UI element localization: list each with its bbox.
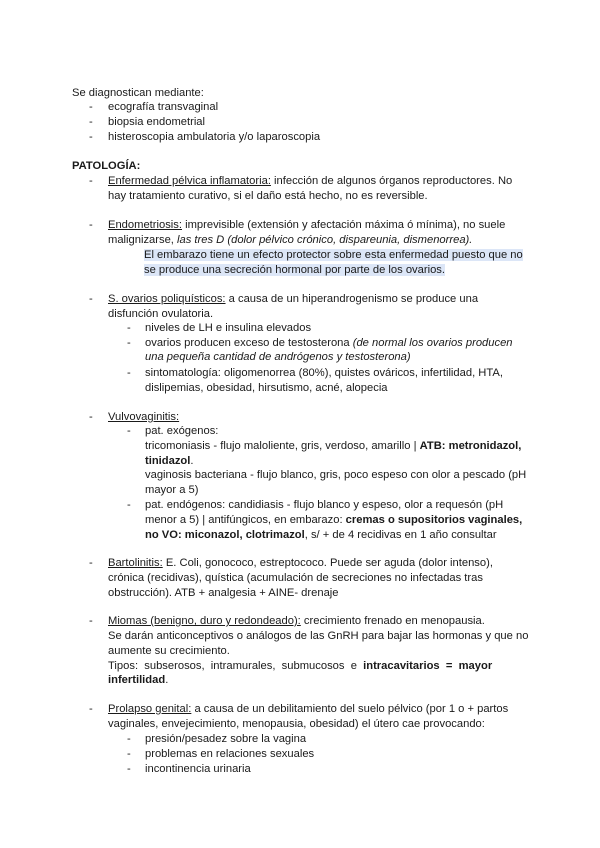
endo-highlight-1: [144, 248, 523, 262]
vulvo-bold: ATB: metronidazol,: [419, 440, 522, 452]
prol-title: Prolapso genital:: [108, 703, 192, 715]
highlighted-text: El embarazo tiene un efecto protector sobre esta enfermedad puesto que no: [144, 249, 523, 261]
sop-sub-3b: dislipemias, obesidad, hirsutismo, acné, alopecia: [145, 382, 388, 394]
epi-title: Enfermedad pélvica inflamatoria:: [108, 175, 271, 187]
sop-sub-2b: una pequeña cantidad de andrógenos y testosterona): [145, 351, 411, 363]
vulvo-trico-1: [145, 439, 521, 453]
mio-line-3: aumente su crecimiento.: [108, 645, 230, 657]
dash-bullet: -: [89, 293, 93, 305]
dash-bullet: -: [89, 101, 93, 113]
sop-sub-2: [145, 336, 513, 350]
vulvo-bold: no VO: miconazol, clotrimazol: [145, 529, 305, 541]
bart-line-3: obstrucción). ATB + analgesia + AINE- drenaje: [108, 587, 339, 599]
vulvo-bold: tinidazol: [145, 455, 191, 467]
sop-sub-3: sintomatología: oligomenorrea (80%), quistes ováricos, infertilidad, HTA,: [145, 367, 503, 379]
dash-bullet: -: [127, 733, 131, 745]
diagnosis-item: biopsia endometrial: [108, 116, 206, 128]
vulvo-text: .: [190, 455, 194, 467]
section-heading: PATOLOGÍA:: [72, 160, 141, 172]
endo-text: malignizarse,: [108, 234, 178, 246]
mio-bold: infertilidad: [108, 674, 166, 686]
sop-text: a causa de un hiperandrogenismo se produce una: [225, 293, 479, 305]
diagnosis-intro: Se diagnostican mediante:: [72, 87, 204, 99]
mio-line-2: Se darán anticonceptivos o análogos de las GnRH para bajar las hormonas y que no: [108, 630, 529, 642]
vulvo-bold: cremas o supositorios vaginales,: [345, 514, 523, 526]
dash-bullet: -: [89, 615, 93, 627]
dash-bullet: -: [89, 175, 93, 187]
vulvo-trico-2: [145, 454, 193, 468]
mio-title: Miomas (benigno, duro y redondeado):: [108, 615, 301, 627]
prol-item: problemas en relaciones sexuales: [145, 748, 315, 760]
dash-bullet: -: [127, 748, 131, 760]
dash-bullet: -: [127, 367, 131, 379]
prol-line-2: vaginales, envejecimiento, menopausia, obesidad) el útero cae provocando:: [108, 718, 485, 730]
bart-line-1: [108, 556, 493, 570]
dash-bullet: -: [127, 322, 131, 334]
dash-bullet: -: [89, 219, 93, 231]
sop-sub-1: niveles de LH e insulina elevados: [145, 322, 312, 334]
dash-bullet: -: [89, 557, 93, 569]
dash-bullet: -: [89, 116, 93, 128]
mio-text: Tipos: subserosos, intramurales, submucosos e: [108, 660, 364, 672]
mio-bold: intracavitarios = mayor: [363, 660, 493, 672]
vulvo-vaginosis-1: vaginosis bacteriana - flujo blanco, gris, poco espeso con olor a pescado (pH: [145, 469, 527, 481]
dash-bullet: -: [127, 499, 131, 511]
endo-three-d: las tres D (dolor pélvico crónico, dispareunia, dismenorrea).: [177, 234, 473, 246]
dash-bullet: -: [89, 703, 93, 715]
bart-line-2: crónica (recidivas), quística (acumulación de secreciones no infectadas tras: [108, 572, 483, 584]
vulvo-text: tricomoniasis - flujo maloliente, gris, verdoso, amarillo |: [145, 440, 420, 452]
epi-line-1: [108, 174, 512, 188]
vulvo-text: , s/ + de 4 recidivas en 1 año consultar: [304, 529, 497, 541]
highlighted-text: se produce una secreción hormonal por parte de los ovarios.: [144, 264, 445, 276]
dash-bullet: -: [89, 411, 93, 423]
prol-text: a causa de un debilitamiento del suelo pélvico (por 1 o + partos: [191, 703, 509, 715]
endo-line-1: [108, 218, 505, 232]
sop-line-1: [108, 292, 478, 306]
bart-text: E. Coli, gonococo, estreptococo. Puede ser aguda (dolor intenso),: [162, 557, 493, 569]
mio-line-1: [108, 614, 485, 628]
vulvo-endo-2: [145, 513, 522, 527]
dash-bullet: -: [89, 131, 93, 143]
mio-line-5: [108, 673, 168, 687]
diagnosis-item: ecografía transvaginal: [108, 101, 219, 113]
vulvo-endo-3: [145, 528, 497, 542]
dash-bullet: -: [127, 337, 131, 349]
prol-item: incontinencia urinaria: [145, 763, 251, 775]
endo-title: Endometriosis:: [108, 219, 182, 231]
endo-line-2: [108, 233, 472, 247]
sop-text: ovarios producen exceso de testosterona: [145, 337, 353, 349]
mio-text: crecimiento frenado en menopausia.: [300, 615, 485, 627]
vulvo-exogenous: pat. exógenos:: [145, 425, 219, 437]
vulvo-vaginosis-2: mayor a 5): [145, 484, 199, 496]
epi-line-2: hay tratamiento curativo, si el daño está hecho, no es reversible.: [108, 190, 428, 202]
prol-line-1: [108, 702, 508, 716]
endo-highlight-2: [144, 263, 445, 277]
vulvo-text: menor a 5) | antifúngicos, en embarazo:: [145, 514, 346, 526]
epi-text: infección de algunos órganos reproductores. No: [270, 175, 513, 187]
mio-text: .: [165, 674, 169, 686]
dash-bullet: -: [127, 425, 131, 437]
sop-italic: (de normal los ovarios producen: [352, 337, 513, 349]
vulvo-endo-1: pat. endógenos: candidiasis - flujo blanco y espeso, olor a requesón (pH: [145, 499, 504, 511]
mio-line-4: [108, 659, 492, 673]
dash-bullet: -: [127, 763, 131, 775]
vulvo-title: Vulvovaginitis:: [108, 411, 180, 423]
prol-item: presión/pesadez sobre la vagina: [145, 733, 307, 745]
bart-title: Bartolinitis:: [108, 557, 163, 569]
diagnosis-item: histeroscopia ambulatoria y/o laparoscopia: [108, 131, 321, 143]
sop-title: S. ovarios poliquísticos:: [108, 293, 226, 305]
endo-text: imprevisible (extensión y afectación máxima ó mínima), no suele: [182, 219, 506, 231]
sop-line-2: disfunción ovulatoria.: [108, 308, 214, 320]
